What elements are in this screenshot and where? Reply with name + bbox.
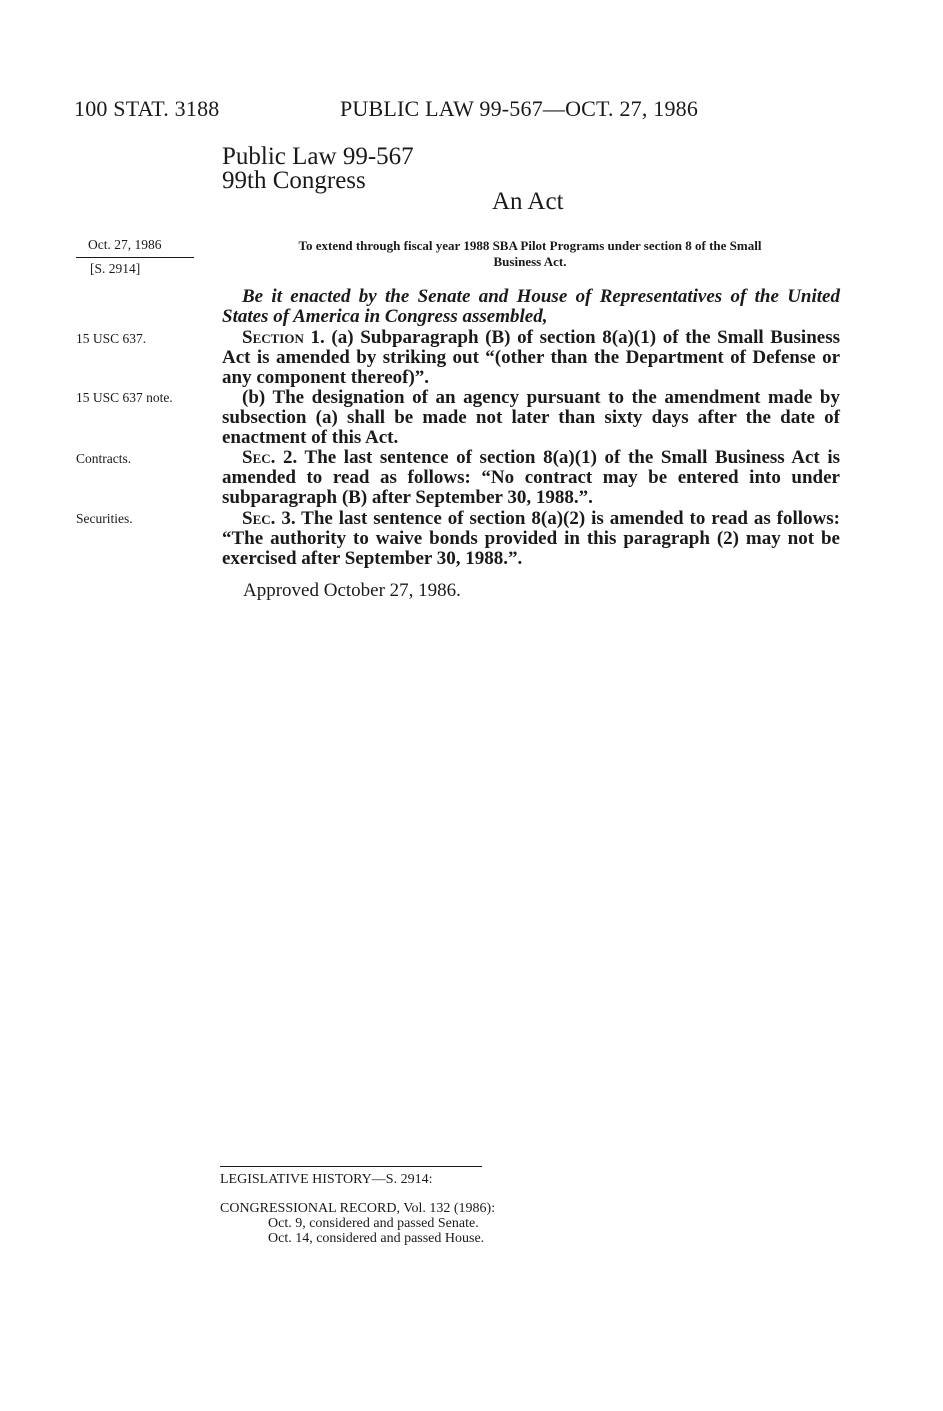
section-1-label: Section [242,327,304,348]
section-2 [222,448,840,508]
public-law-number: Public Law 99-567 [222,143,414,170]
history-rule [220,1166,482,1167]
section-1b [222,388,840,448]
congressional-record: CONGRESSIONAL RECORD, Vol. 132 (1986): [220,1201,496,1216]
long-title [220,238,840,270]
margin-date: Oct. 27, 1986 [88,237,162,252]
congress-number: 99th Congress [222,167,366,194]
history-entry-house: Oct. 14, considered and passed House. [268,1231,485,1246]
section-1b-text: (b) The designation of an agency pursuant to the amendment made by subsection (a) shall be made not later than sixty days after the date of enactment of this Act. [222,387,840,448]
enacting-clause [222,287,840,327]
history-entry-senate: Oct. 9, considered and passed Senate. [268,1216,479,1231]
legislative-history-heading: LEGISLATIVE HISTORY—S. 2914: [220,1172,433,1187]
section-3-label: Sec. [242,508,276,529]
running-title: PUBLIC LAW 99-567—OCT. 27, 1986 [340,96,699,121]
long-title-line-1: To extend through fiscal year 1988 SBA Pilot Programs under section 8 of the Small [298,238,762,253]
margin-note-usc-637: 15 USC 637. [76,331,147,346]
enacting-clause-text: Be it enacted by the Senate and House of Representatives of the United States of America in Congress assembled, [222,286,840,327]
margin-note-contracts: Contracts. [76,451,132,466]
margin-rule [76,257,194,258]
margin-note-usc-637-note: 15 USC 637 note. [76,390,173,405]
approval-date: Approved October 27, 1986. [243,580,461,601]
section-2-label: Sec. [242,447,276,468]
section-2-text: 2. The last sentence of section 8(a)(1) of the Small Business Act is amended to read as follows: “No contract may be entered into under subparagraph (B) after September 30, 1988.”. [222,447,840,508]
act-label: An Act [492,188,564,215]
section-3 [222,509,840,569]
section-1a [222,328,840,388]
section-1a-text: 1. (a) Subparagraph (B) of section 8(a)(1) of the Small Business Act is amended by striking out “(other than the Department of Defense or any component thereof)”. [222,327,840,388]
stat-page-number: 100 STAT. 3188 [74,96,220,121]
margin-bill-number: [S. 2914] [90,261,141,276]
section-3-text: 3. The last sentence of section 8(a)(2) is amended to read as follows: “The authority to waive bonds provided in this paragraph (2) may not be exercised after September 30, 1988.”. [222,508,840,569]
margin-note-securities: Securities. [76,511,133,526]
long-title-line-2: Business Act. [493,254,567,269]
